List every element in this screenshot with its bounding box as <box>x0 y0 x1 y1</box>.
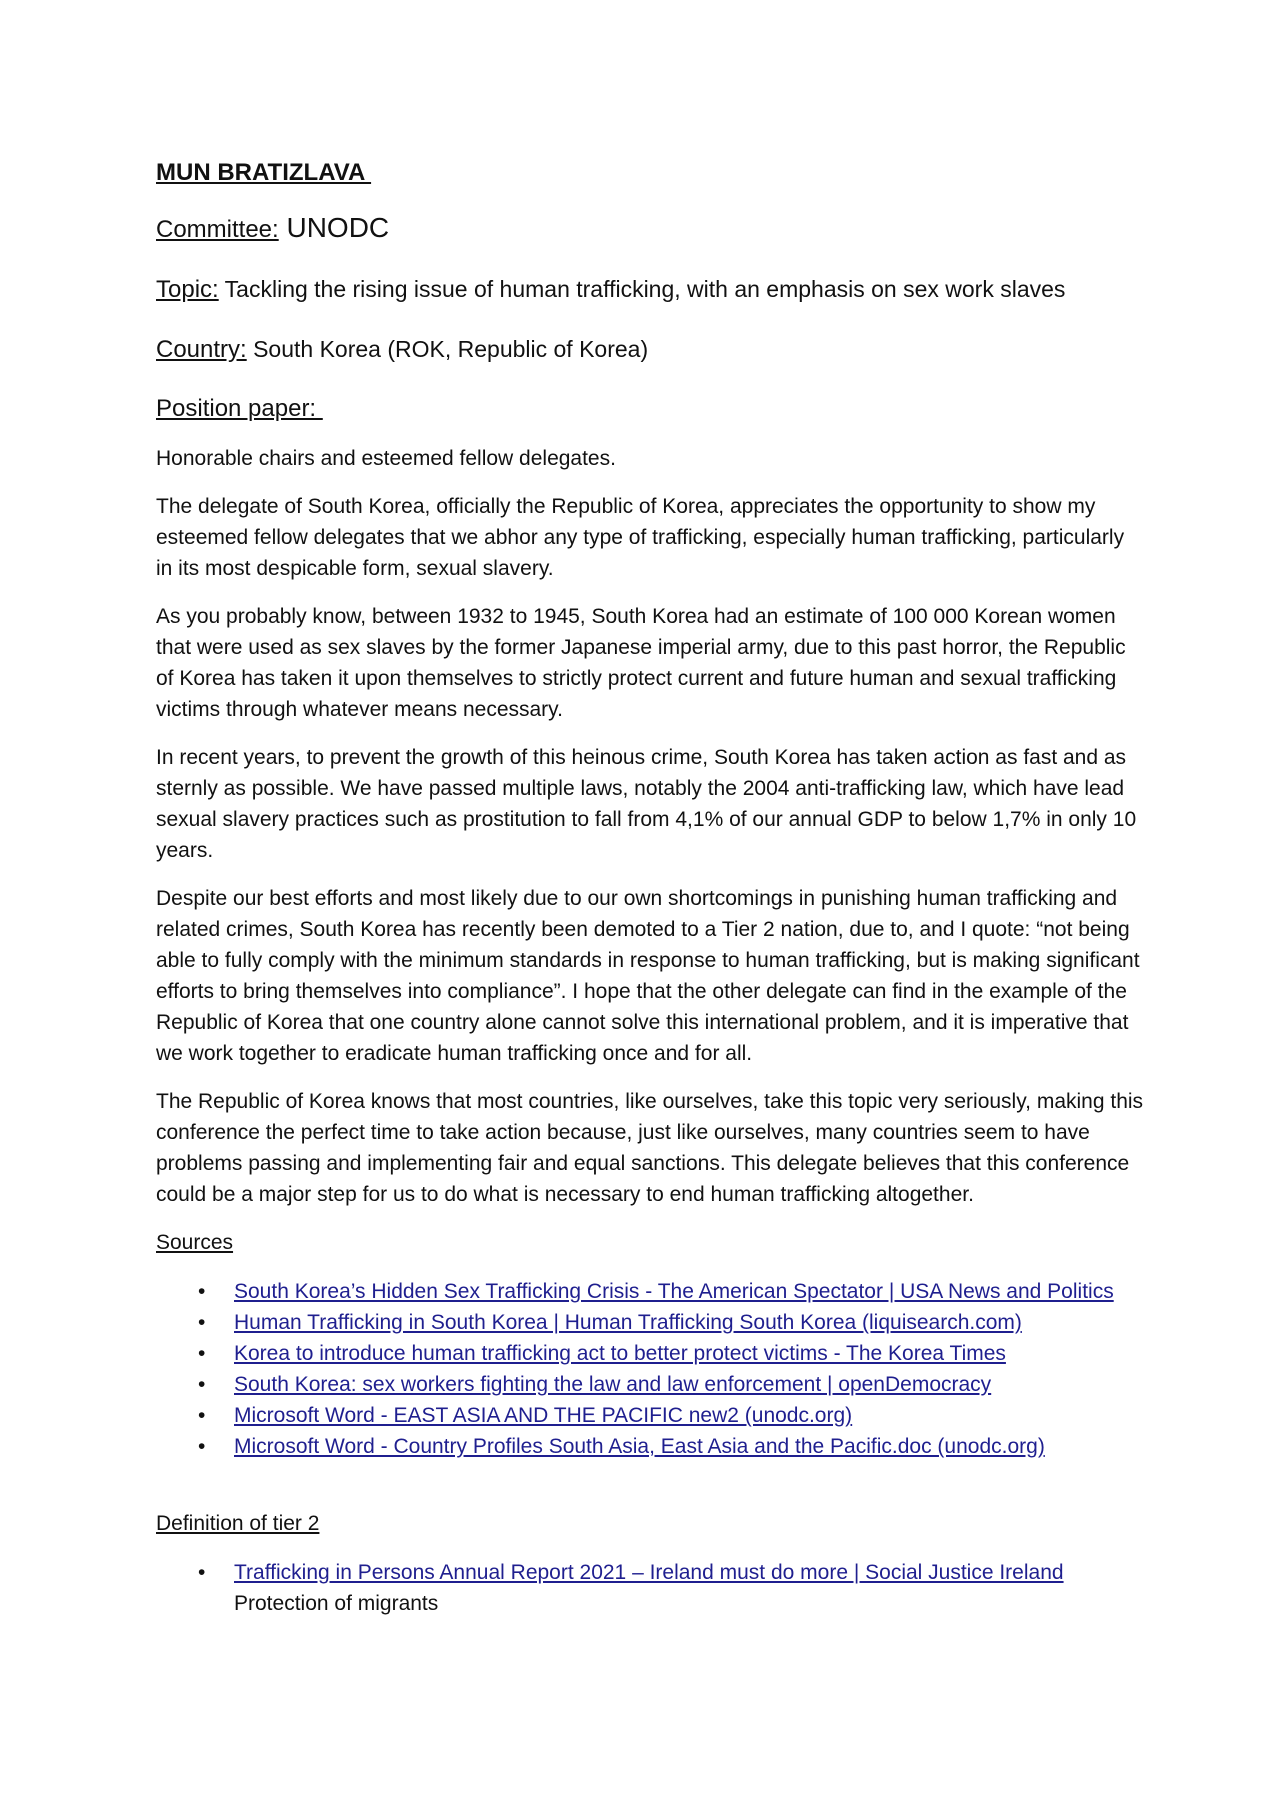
committee-line <box>156 212 1146 249</box>
list-item <box>156 1307 1146 1338</box>
paragraph-recent-actions: In recent years, to prevent the growth of this heinous crime, South Korea has taken action as fast and as sternly as possible. We have passed multiple laws, notably the 2004 anti-trafficking law, which have lead sexual slavery practices such as prostitution to fall from 4,1% of our annual GDP to below 1,7% in only 10 years. <box>156 746 1137 862</box>
list-item <box>156 1557 1146 1588</box>
source-link-opendemocracy[interactable]: South Korea: sex workers fighting the law and law enforcement | openDemocracy <box>234 1373 992 1396</box>
topic-value: Tackling the rising issue of human trafficking, with an emphasis on sex work slaves <box>218 276 1066 302</box>
list-item <box>156 1369 1146 1400</box>
source-link-korea-times[interactable]: Korea to introduce human trafficking act to better protect victims - The Korea Times <box>234 1342 1006 1365</box>
list-item <box>156 1276 1146 1307</box>
position-paper-heading: Position paper: <box>156 395 323 422</box>
source-link-unodc-east-asia[interactable]: Microsoft Word - EAST ASIA AND THE PACIFIC new2 (unodc.org) <box>234 1404 853 1427</box>
paragraph-tier-2: Despite our best efforts and most likely due to our own shortcomings in punishing human trafficking and related crimes, South Korea has recently been demoted to a Tier 2 nation, due to, and I quote: “not being able to fully comply with the minimum standards in response to human trafficking, but is making significant efforts to bring themselves into compliance”. I hope that the other delegate can find in the example of the Republic of Korea that one country alone cannot solve this international problem, and it is imperative that we work together to eradicate human trafficking once and for all. <box>156 887 1140 1065</box>
bullet-icon: • <box>198 1404 206 1427</box>
source-link-liquisearch[interactable]: Human Trafficking in South Korea | Human Trafficking South Korea (liquisearch.com) <box>234 1311 1022 1334</box>
protection-of-migrants-text: Protection of migrants <box>234 1592 439 1615</box>
bullet-icon: • <box>198 1342 206 1365</box>
paragraph-greeting: Honorable chairs and esteemed fellow delegates. <box>156 447 616 470</box>
paragraph-history: As you probably know, between 1932 to 1945, South Korea had an estimate of 100 000 Korean women that were used as sex slaves by the former Japanese imperial army, due to this past horror, the Republic of Korea has taken it upon themselves to strictly protect current and future human and sexual trafficking victims through whatever means necessary. <box>156 605 1126 721</box>
committee-label: Committee: <box>156 216 279 243</box>
definition-label: Definition of tier 2 <box>156 1512 320 1535</box>
country-value: South Korea (ROK, Republic of Korea) <box>246 336 649 362</box>
topic-label: Topic: <box>156 276 219 303</box>
document-title: MUN BRATIZLAVA <box>156 159 372 186</box>
sources-list <box>156 1276 1146 1462</box>
bullet-icon: • <box>198 1280 206 1303</box>
paragraph-intro: The delegate of South Korea, officially the Republic of Korea, appreciates the opportunity to show my esteemed fellow delegates that we abhor any type of trafficking, especially human trafficking, particularly in its most despicable form, sexual slavery. <box>156 495 1125 580</box>
source-link-unodc-country-profiles[interactable]: Microsoft Word - Country Profiles South Asia, East Asia and the Pacific.doc (unodc.org) <box>234 1435 1045 1458</box>
bullet-icon: • <box>198 1435 206 1458</box>
bullet-icon: • <box>198 1373 206 1396</box>
committee-value: UNODC <box>278 212 390 243</box>
document-body <box>156 158 1146 1619</box>
list-item <box>156 1338 1146 1369</box>
country-line <box>156 333 1146 369</box>
bullet-icon: • <box>198 1311 206 1334</box>
definition-link-social-justice-ireland[interactable]: Trafficking in Persons Annual Report 2021 – Ireland must do more | Social Justice Ireland <box>234 1561 1064 1584</box>
paragraph-conclusion: The Republic of Korea knows that most countries, like ourselves, take this topic very seriously, making this conference the perfect time to take action because, just like ourselves, many countries seem to have problems passing and implementing fair and equal sanctions. This delegate believes that this conference could be a major step for us to do what is necessary to end human trafficking altogether. <box>156 1090 1144 1206</box>
bullet-icon: • <box>198 1561 206 1584</box>
sources-label: Sources <box>156 1231 234 1254</box>
list-item <box>156 1431 1146 1462</box>
definition-list <box>156 1557 1146 1588</box>
country-label: Country: <box>156 336 247 363</box>
source-link-american-spectator[interactable]: South Korea’s Hidden Sex Trafficking Crisis - The American Spectator | USA News and Politics <box>234 1280 1114 1303</box>
topic-line <box>156 273 1146 309</box>
list-item <box>156 1400 1146 1431</box>
